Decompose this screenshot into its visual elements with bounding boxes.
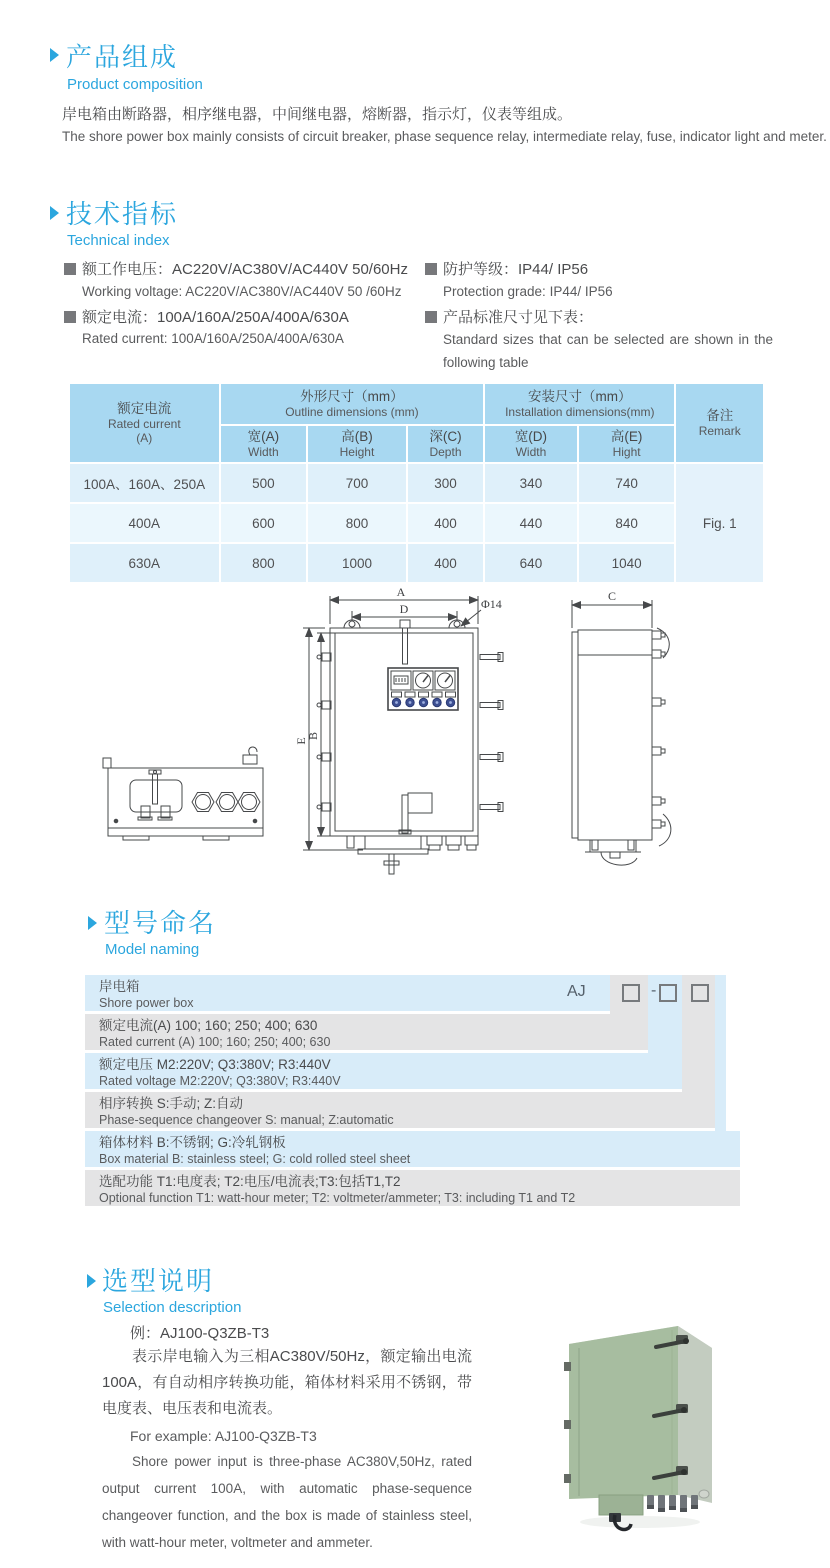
section-marker-icon (50, 48, 59, 62)
selection-example-en: For example: AJ100-Q3ZB-T3 (130, 1428, 317, 1444)
naming-row-box-material: 箱体材料 B:不锈钢; G:冷轧钢板 Box material B: stainless steel; G: cold rolled steel sheet (85, 1131, 740, 1167)
square-bullet-icon (64, 263, 76, 275)
remark-cell: Fig. 1 (676, 464, 763, 582)
spec-protection-en: Protection grade: IP44/ IP56 (443, 284, 613, 299)
naming-row-rated-voltage: 额定电压 M2:220V; Q3:380V; R3:440V Rated voltage M2:220V; Q3:380V; R3:440V (85, 1053, 682, 1089)
col-header-width-d: 宽(D) Width (485, 426, 577, 462)
spec-standard-size-en: Standard sizes that can be selected are shown in the following table (443, 332, 773, 370)
section-marker-icon (50, 206, 59, 220)
front-view (294, 585, 503, 874)
naming-row-optional-function: 选配功能 T1:电度表; T2:电压/电流表;T3:包括T1,T2 Optional function T1: watt-hour meter; T2: voltmeter/ammeter; T3: including T1 and T2 (85, 1170, 740, 1206)
size-table (68, 382, 765, 584)
technical-title-en: Technical index (67, 232, 170, 249)
technical-title-zh: 技术指标 (66, 199, 179, 229)
col-group-installation: 安装尺寸（mm） Installation dimensions(mm) (485, 384, 674, 424)
composition-body-zh: 岸电箱由断路器，相序继电器，中间继电器，熔断器，指示灯，仪表等组成。 (62, 106, 573, 123)
spec-rated-current-zh: 额定电流：100A/160A/250A/400A/630A (64, 306, 349, 327)
composition-title-en: Product composition (67, 76, 203, 93)
technical-drawing (85, 578, 705, 886)
composition-title-zh: 产品组成 (66, 42, 179, 72)
col-header-height-b: 高(B) Height (308, 426, 406, 462)
selection-body-en: Shore power input is three-phase AC380V,50Hz, rated output current 100A, with automatic phase-sequence changeover function, and the box is made of stainless steel, with watt-hour meter, voltmeter and ammeter. (102, 1454, 472, 1550)
spec-protection-zh: 防护等级：IP44/ IP56 (425, 258, 588, 279)
naming-row-phase-sequence: 相序转换 S:手动; Z:自动 Phase-sequence changeover S: manual; Z:automatic (85, 1092, 715, 1128)
naming-column-optional (715, 975, 726, 1164)
hole-label: Φ14 (481, 597, 502, 611)
code-dash: - (651, 982, 657, 999)
naming-row-rated-current: 额定电流(A) 100; 160; 250; 400; 630 Rated current (A) 100; 160; 250; 400; 630 (85, 1014, 648, 1050)
square-bullet-icon (425, 263, 437, 275)
meter-panel (388, 668, 458, 710)
model-naming-title-zh: 型号命名 (104, 908, 217, 938)
selection-title-en: Selection description (103, 1299, 242, 1316)
col-header-width-a: 宽(A) Width (221, 426, 307, 462)
dim-label-a: A (396, 585, 406, 599)
square-bullet-icon (425, 311, 437, 323)
model-naming-table (85, 975, 726, 1207)
side-view (572, 589, 671, 865)
table-row: 630A 800 1000 400 640 1040 (70, 544, 763, 582)
bottom-view (103, 747, 263, 840)
spec-working-voltage-zh: 额工作电压：AC220V/AC380V/AC440V 50/60Hz (64, 258, 408, 279)
selection-title-zh: 选型说明 (102, 1266, 215, 1296)
dim-label-c: C (607, 589, 617, 603)
dim-label-e: E (294, 737, 308, 745)
code-box-icon (691, 984, 709, 1002)
selection-body-zh: 表示岸电输入为三相AC380V/50Hz，额定输出电流100A，有自动相序转换功能，箱体材料采用不锈钢，带电度表、电压表和电流表。 (102, 1348, 472, 1417)
dim-label-b: B (306, 731, 320, 741)
dim-label-d: D (399, 602, 409, 616)
col-header-depth-c: 深(C) Depth (408, 426, 483, 462)
model-naming-title-en: Model naming (105, 941, 200, 958)
spec-working-voltage-en: Working voltage: AC220V/AC380V/AC440V 50 /60Hz (82, 284, 402, 299)
composition-body-en: The shore power box mainly consists of circuit breaker, phase sequence relay, intermediate relay, fuse, indicator light and meter. (62, 129, 827, 144)
naming-row-shore-power-box: 岸电箱 Shore power box (85, 975, 610, 1011)
col-header-rated-current: 额定电流 Rated current (A) (70, 384, 219, 462)
code-box-icon (622, 984, 640, 1002)
product-photo (545, 1298, 830, 1568)
model-prefix: AJ (567, 983, 586, 1000)
col-header-height-e: 高(E) Hight (579, 426, 675, 462)
code-box-icon (659, 984, 677, 1002)
spec-rated-current-en: Rated current: 100A/160A/250A/400A/630A (82, 331, 344, 346)
section-marker-icon (88, 916, 97, 930)
col-header-remark: 备注 Remark (676, 384, 763, 462)
section-marker-icon (87, 1274, 96, 1288)
col-group-outline: 外形尺寸（mm） Outline dimensions (mm) (221, 384, 484, 424)
spec-standard-size-zh: 产品标准尺寸见下表： (425, 306, 593, 327)
square-bullet-icon (64, 311, 76, 323)
selection-example-zh: 例：AJ100-Q3ZB-T3 (130, 1325, 270, 1342)
table-row: 400A 600 800 400 440 840 (70, 504, 763, 542)
table-row: 100A、160A、250A 500 700 300 340 740 Fig. 1 (70, 464, 763, 502)
